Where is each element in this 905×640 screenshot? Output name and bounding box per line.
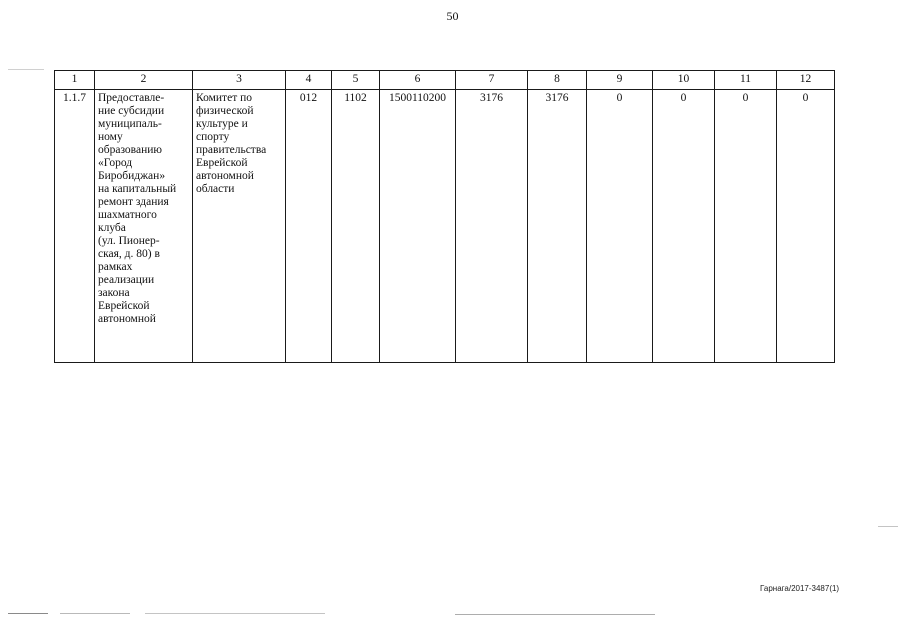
column-header: 3 <box>193 71 286 90</box>
footer-reference: Гарнага/2017-3487(1) <box>760 584 840 593</box>
responsible-party-cell: Комитет по физической культуре и спорту правительства Еврейской автономной области <box>193 90 286 363</box>
column-header: 10 <box>653 71 715 90</box>
scan-artifact-line <box>878 526 898 527</box>
column-header: 9 <box>587 71 653 90</box>
scan-artifact-line <box>60 613 130 614</box>
amount-cell: 0 <box>777 90 835 363</box>
column-header: 6 <box>380 71 456 90</box>
document-table <box>54 70 835 363</box>
amount-cell: 3176 <box>456 90 528 363</box>
description-cell: Предоставле- ние субсидии муниципаль- ному образованию «Город Биробиджан» на капитальный ремонт здания шахматного клуба (ул. Пионер- ская, д. 80) в рамках реализации закона Еврейской автономной <box>95 90 193 363</box>
row-number-cell: 1.1.7 <box>55 90 95 363</box>
table-header-row <box>55 71 835 90</box>
scan-artifact-line <box>8 69 44 70</box>
amount-cell: 0 <box>653 90 715 363</box>
target-article-cell: 1500110200 <box>380 90 456 363</box>
column-header: 1 <box>55 71 95 90</box>
code-cell: 012 <box>286 90 332 363</box>
column-header: 2 <box>95 71 193 90</box>
scan-artifact-line <box>8 613 48 614</box>
page-number: 50 <box>446 9 459 23</box>
column-header: 8 <box>528 71 587 90</box>
scan-artifact-line <box>455 614 655 615</box>
section-code-cell: 1102 <box>332 90 380 363</box>
amount-cell: 0 <box>715 90 777 363</box>
amount-cell: 3176 <box>528 90 587 363</box>
column-header: 4 <box>286 71 332 90</box>
column-header: 12 <box>777 71 835 90</box>
amount-cell: 0 <box>587 90 653 363</box>
column-header: 5 <box>332 71 380 90</box>
column-header: 7 <box>456 71 528 90</box>
table-row <box>55 90 835 363</box>
column-header: 11 <box>715 71 777 90</box>
scan-artifact-line <box>145 613 325 614</box>
